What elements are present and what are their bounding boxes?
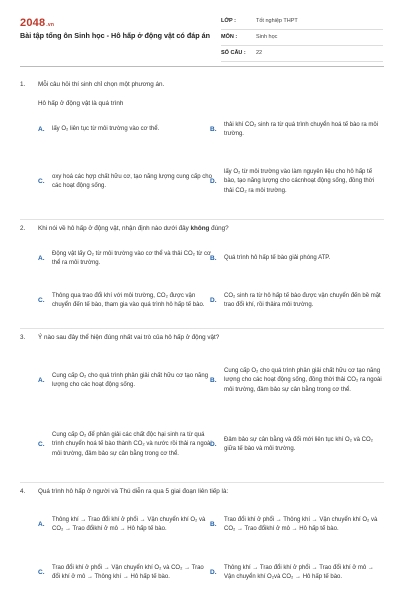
question-number: 1. <box>20 81 26 88</box>
option-text: lấy O₂ liên tục từ môi trường vào cơ thể. <box>52 126 160 133</box>
meta-row-subject <box>221 30 383 46</box>
document-title: Bài tập tổng ôn Sinh học - Hô hấp ở động vật có đáp án <box>20 31 210 40</box>
logo-suffix: .vn <box>46 22 55 28</box>
option-text: lấy O₂ từ môi trường vào làm nguyên liệu cho hô hấp tế bào, tạo năng lượng cho cácnhoạt động sống, đồng thời thải CO₂ ra môi trường. <box>224 169 374 194</box>
question-stem: Ý nào sau đây thể hiện đúng nhất vai trò của hô hấp ở động vật? <box>38 334 220 341</box>
meta-value: 22 <box>256 50 263 57</box>
option-letter: D. <box>210 177 217 185</box>
answer-option[interactable] <box>210 282 385 320</box>
question-number: 4. <box>20 488 26 495</box>
option-letter: C. <box>38 177 45 185</box>
option-text: Trao đổi khí ở phổi → Thông khí → Vận chuyển khí O₂ và CO₂ → Trao đổikhí ở mô → Hô hấp tế bào. <box>224 516 378 532</box>
answer-option[interactable] <box>38 554 213 592</box>
meta-row-count <box>221 46 383 62</box>
option-letter: A. <box>38 254 45 262</box>
answer-option[interactable] <box>210 357 385 405</box>
option-text: thải khí CO₂ sinh ra từ quá trình chuyển hoá tế bào ra môi trường. <box>224 121 379 137</box>
option-text: Thông khí → Trao đổi khí ở phổi → Trao đổi khí ở mô → Vận chuyển khí O₂và CO₂ → Hô hấp tế bào. <box>224 564 374 580</box>
answer-option[interactable] <box>38 116 213 144</box>
option-letter: B. <box>210 520 217 528</box>
option-letter: B. <box>210 376 217 384</box>
meta-value: Sinh học <box>256 34 278 41</box>
option-text: Cung cấp O₂ để phân giải các chất độc hại sinh ra từ quá trình chuyển hoá tế bào thành CO₂ và nước rồi thải ra ngoài môi trường, đảm bảo sự cân bằng trong cơ thể. <box>52 432 212 457</box>
option-text: Quá trình hô hấp tế bào giải phóng ATP. <box>224 255 331 262</box>
answer-option[interactable] <box>38 506 213 544</box>
question-divider <box>20 328 384 329</box>
answer-option[interactable] <box>38 357 213 405</box>
question-stem: Khi nói về hô hấp ở động vật, nhận định nào dưới đây không đúng? <box>38 225 229 232</box>
answer-option[interactable] <box>210 154 385 210</box>
option-letter: C. <box>38 568 45 576</box>
option-text: Cung cấp O₂ cho quá trình phân giải chất hữu cơ tạo năng lượng cho các hoạt động sống, đồng thời thải CO₂ ra ngoài môi trường, đảm bảo sự cân bằng trong cơ thể. <box>224 368 382 393</box>
question-instruction: Mỗi câu hỏi thí sinh chỉ chọn một phương án. <box>38 81 165 88</box>
option-text: Cung cấp O₂ cho quá trình phân giải chất hữu cơ tạo năng lượng cho các hoạt động sống. <box>52 372 209 388</box>
logo-text: 2048 <box>20 17 46 29</box>
meta-table <box>221 14 383 62</box>
document-header <box>0 0 400 70</box>
option-text: Thông khí → Trao đổi khí ở phổi → Vận chuyển khí O₂ và CO₂ → Trao đổikhí ở mô → Hô hấp tế bào. <box>52 516 206 532</box>
question-divider <box>20 482 384 483</box>
answer-option[interactable] <box>38 282 213 320</box>
option-letter: D. <box>210 568 217 576</box>
question-stem: Hô hấp ở động vật là quá trình <box>38 100 124 107</box>
answer-option[interactable] <box>210 245 385 273</box>
option-letter: D. <box>210 440 217 448</box>
option-letter: C. <box>38 296 45 304</box>
meta-key: SỐ CÂU : <box>221 50 246 57</box>
answer-option[interactable] <box>210 554 385 592</box>
option-text: Động vật lấy O₂ từ môi trường vào cơ thể và thải CO₂ từ cơ thể ra môi trường. <box>52 250 211 266</box>
question-stem: Quá trình hô hấp ở người và Thú diễn ra qua 5 giai đoạn liên tiếp là: <box>38 488 229 495</box>
meta-row-class <box>221 14 383 30</box>
option-text: CO₂ sinh ra từ hô hấp tế bào được vận chuyển đến bề mặt trao đổi khí, rồi thảira môi trường. <box>224 292 381 308</box>
meta-key: MÔN : <box>221 34 238 41</box>
option-text: oxy hoá các hợp chất hữu cơ, tạo năng lượng cung cấp cho các hoạt động sống. <box>52 173 212 189</box>
option-letter: A. <box>38 125 45 133</box>
answer-option[interactable] <box>38 245 213 273</box>
option-letter: B. <box>210 254 217 262</box>
answer-option[interactable] <box>210 416 385 474</box>
option-letter: B. <box>210 125 217 133</box>
question-divider <box>20 219 384 220</box>
answer-option[interactable] <box>210 506 385 544</box>
option-text: Thông qua trao đổi khí với môi trường, CO₂ được vận chuyển đến tế bào, tham gia vào quá trình hô hấp tế bào. <box>52 292 205 308</box>
meta-value: Tốt nghiệp THPT <box>256 18 298 25</box>
header-divider <box>20 66 384 67</box>
answer-option[interactable] <box>38 154 213 210</box>
question-number: 3. <box>20 334 26 341</box>
option-letter: A. <box>38 520 45 528</box>
option-text: Trao đổi khí ở phổi → Vận chuyển khí O₂ và CO₂ → Trao đổi khí ở mô → Thông khí → Hô hấp tế bào. <box>52 564 204 580</box>
answer-option[interactable] <box>210 116 385 144</box>
option-letter: D. <box>210 296 217 304</box>
option-letter: A. <box>38 376 45 384</box>
option-letter: C. <box>38 440 45 448</box>
question-number: 2. <box>20 225 26 232</box>
answer-option[interactable] <box>38 416 213 474</box>
meta-key: LỚP : <box>221 18 236 25</box>
option-text: Đảm bảo sự cân bằng và đổi mới liên tục khí O₂ và CO₂ giữa tế bào và môi trường. <box>224 436 374 452</box>
